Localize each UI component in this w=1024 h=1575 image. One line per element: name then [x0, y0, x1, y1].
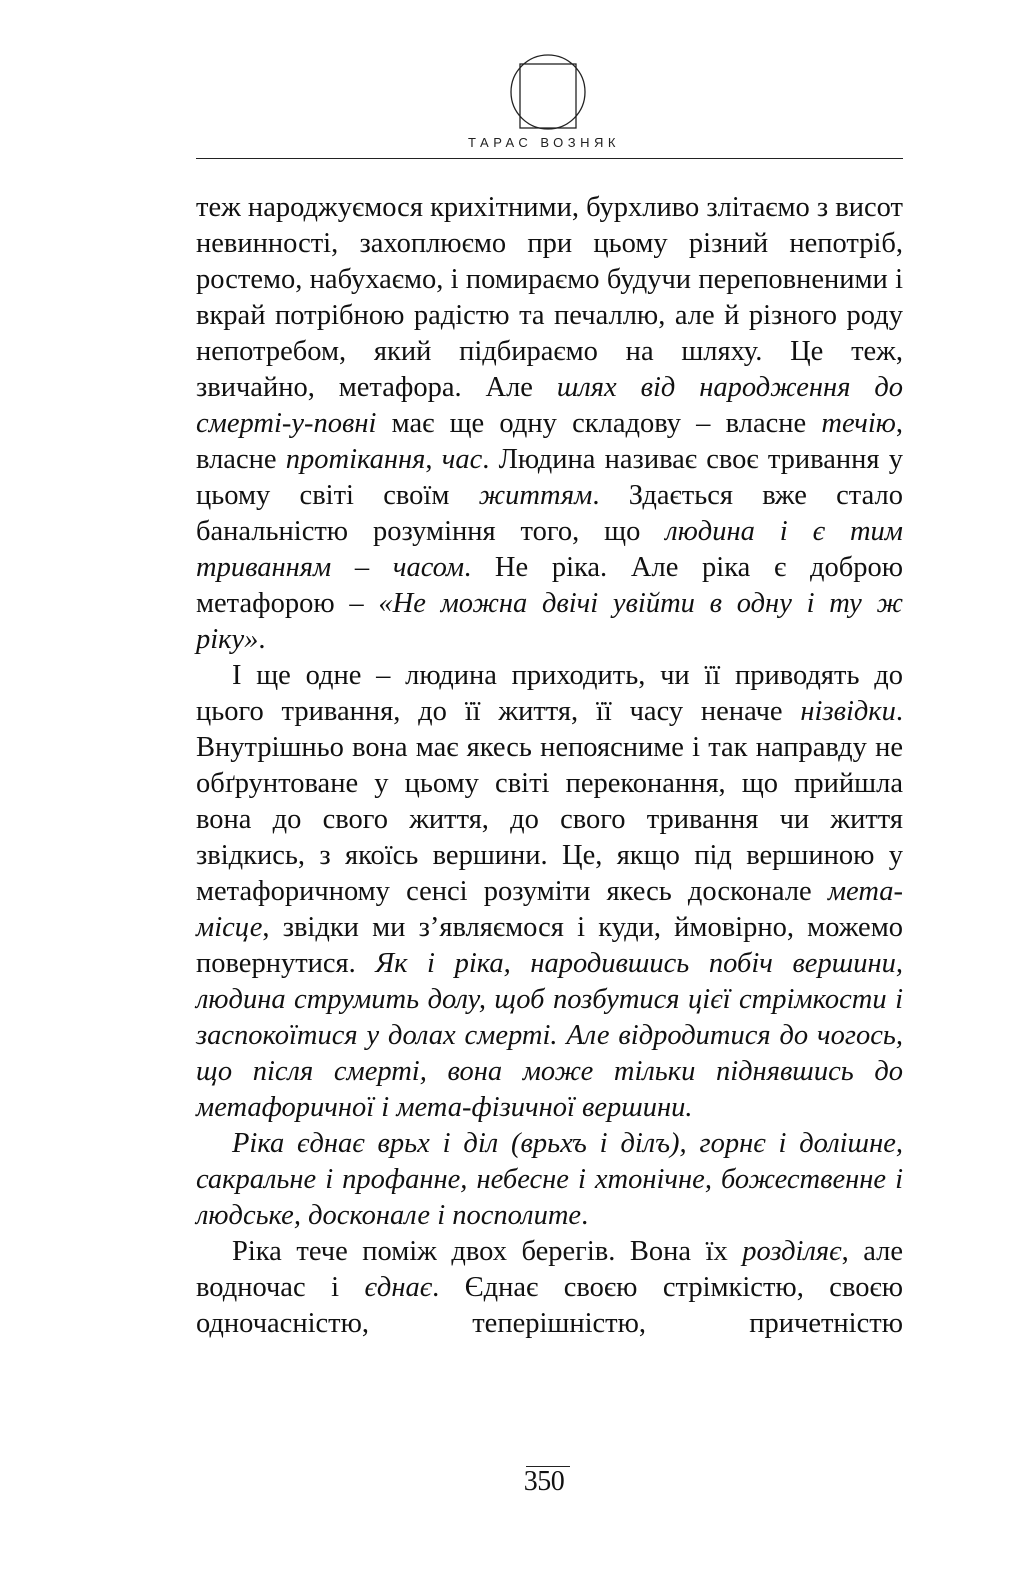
paragraph-3: Ріка єднає врьх і діл (врьхъ і дiлъ), горнє і долішне, сакральне і профанне, небесне і хтонічне, божественне і людське, досконале і посполите. — [196, 1128, 903, 1231]
page-body-text — [196, 190, 903, 1342]
circle-square-emblem-icon — [508, 52, 588, 132]
paragraph-1: теж народжуємося крихітними, бурхливо злітаємо з висот невинності, захоплюємо при цьому різний непотріб, ростемо, набухаємо, і помираємо будучи переповненими і вкрай потрібною радістю та печаллю, але й різного роду непотребом, який підбираємо на шляху. Це теж, звичайно, метафора. Але шлях від народження до смерті-у-повні має ще одну складову – власне течію, власне протікання, час. Людина називає своє тривання у цьому світі своїм життям. Здається вже стало банальністю розуміння того, що людина і є тим триванням – часом. Не ріка. Але ріка є доброю метафорою – «Не можна двічі увійти в одну і ту ж ріку». — [196, 192, 903, 655]
running-head: ТАРАС ВОЗНЯК — [468, 135, 620, 150]
page-number: 350 — [523, 1466, 565, 1497]
paragraph-2: І ще одне – людина приходить, чи її приводять до цього тривання, до її життя, її часу неначе нізвідки. Внутрішньо вона має якесь непояснимe і так направду не обґрунтоване у цьому світі переконання, що прийшла вона до свого життя, до свого тривання чи життя звідкись, з якоїсь вершини. Це, якщо під вершиною у метафоричному сенсі розуміти якесь досконале мета-місце, звідки ми з’являємося і куди, ймовірно, можемо повернутися. Як і ріка, народившись побіч вершини, людина струмить долу, щоб позбутися цієї стрімкости і заспокоїтися у долах смерті. Але відродитися до чогось, що після смерті, вона може тільки піднявшись до метафоричної і мета-фізичної вершини. — [196, 660, 903, 1123]
header-rule — [196, 158, 903, 159]
paragraph-4: Ріка тече поміж двох берегів. Вона їх розділяє, але водночас і єднає. Єднає своєю стрімкістю, своєю одночасністю, теперішністю, причетністю — [196, 1236, 904, 1339]
